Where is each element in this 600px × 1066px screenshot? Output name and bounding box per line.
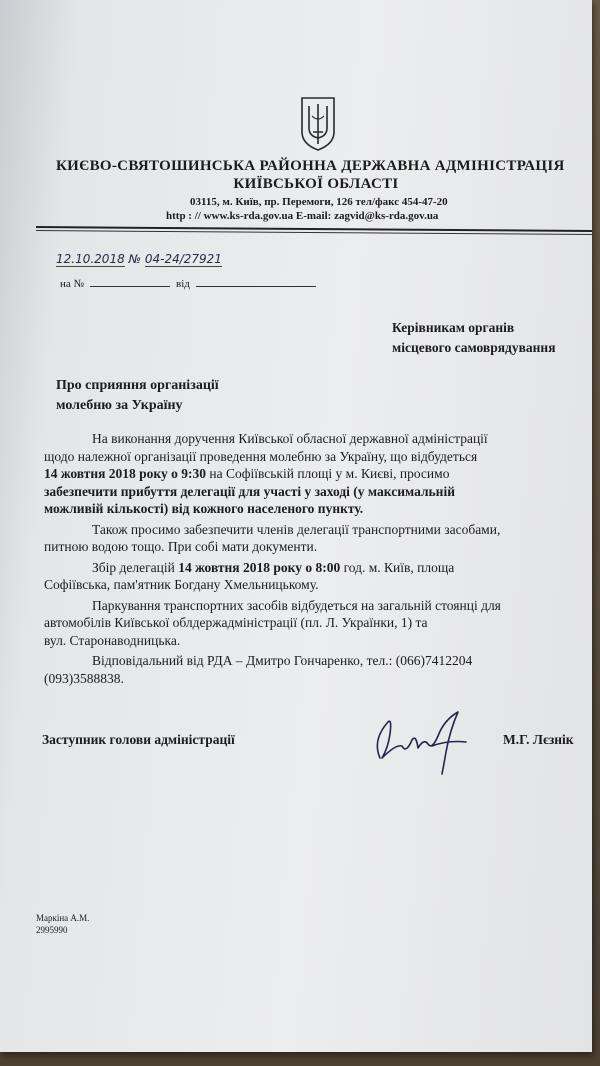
- body-line: Софіївська, пам'ятник Богдану Хмельницькому.: [44, 577, 319, 592]
- reference-no-label: на №: [60, 278, 85, 290]
- body-bold-text: забезпечити прибуття делегації для участі у заході (у максимальній: [44, 483, 455, 499]
- subject-line: молебню за Україну: [56, 398, 183, 413]
- body-line: [44, 483, 600, 501]
- reference-no-blank: [90, 286, 170, 287]
- executor-name: Маркіна А.М.: [36, 913, 90, 923]
- letter-body: [44, 430, 600, 687]
- reference-from-blank: [196, 286, 316, 287]
- trident-emblem-icon: [298, 92, 338, 152]
- recipient-line: місцевого самоврядування: [392, 340, 556, 355]
- body-text: на Софіївській площі у м. Києві, просимо: [206, 466, 450, 481]
- outgoing-number: 04-24/27921: [144, 252, 222, 266]
- recipient-block: [392, 318, 556, 358]
- subject-block: [56, 376, 219, 416]
- outgoing-number-line: [56, 252, 222, 267]
- organization-region: КИЇВСЬКОЇ ОБЛАСТІ: [233, 176, 399, 192]
- body-line: На виконання доручення Київської обласної державної адміністрації: [92, 431, 488, 446]
- organization-address: 03115, м. Київ, пр. Перемоги, 126 тел/факс 454-47-20: [190, 196, 448, 208]
- recipient-line: Керівникам органів: [392, 320, 515, 335]
- signer-position: Заступник голови адміністрації: [42, 732, 235, 747]
- body-line: вул. Старонаводницька.: [44, 632, 181, 648]
- body-line: [44, 559, 600, 577]
- outgoing-no-label: №: [128, 252, 142, 266]
- reference-line: [60, 278, 316, 290]
- outgoing-date: 12.10.2018: [56, 252, 125, 266]
- executor-phone: 2995990: [36, 925, 68, 935]
- body-bold-text: можливій кількості) від кожного населеного пункту.: [44, 501, 364, 516]
- reference-from-label: від: [176, 278, 190, 290]
- body-line: [44, 500, 600, 518]
- body-line: автомобілів Київської облдержадміністрації (пл. Л. Українки, 1) та: [44, 615, 428, 630]
- signer-name: М.Г. Лєзнік: [503, 732, 574, 747]
- body-line: щодо належної організації проведення молебню за Україну, що відбудеться: [44, 448, 478, 464]
- body-line: Також просимо забезпечити членів делегації транспортними засобами,: [92, 521, 501, 537]
- executor-block: [36, 912, 89, 936]
- event-date-bold: 14 жовтня 2018 року о 9:30: [44, 466, 206, 481]
- handwritten-signature: [362, 700, 482, 780]
- body-line: питною водою тощо. При собі мати документи.: [44, 539, 318, 554]
- body-text: Збір делегацій: [92, 559, 179, 575]
- body-line: [44, 465, 600, 483]
- body-line: (093)3588838.: [44, 670, 124, 686]
- body-line: Паркування транспортних засобів відбудеться на загальній стоянці для: [92, 597, 501, 613]
- body-line: Відповідальний від РДА – Дмитро Гончаренко, тел.: (066)7412204: [92, 653, 473, 668]
- gathering-date-bold: 14 жовтня 2018 року о 8:00: [178, 559, 341, 575]
- organization-contacts: http : // www.ks-rda.gov.ua E-mail: zagvid@ks-rda.gov.ua: [166, 210, 439, 222]
- body-text: год. м. Київ, площа: [340, 559, 455, 575]
- subject-line: Про сприяння організації: [56, 378, 219, 393]
- organization-name: КИЄВО-СВЯТОШИНСЬКА РАЙОННА ДЕРЖАВНА АДМІНІСТРАЦІЯ: [56, 158, 565, 174]
